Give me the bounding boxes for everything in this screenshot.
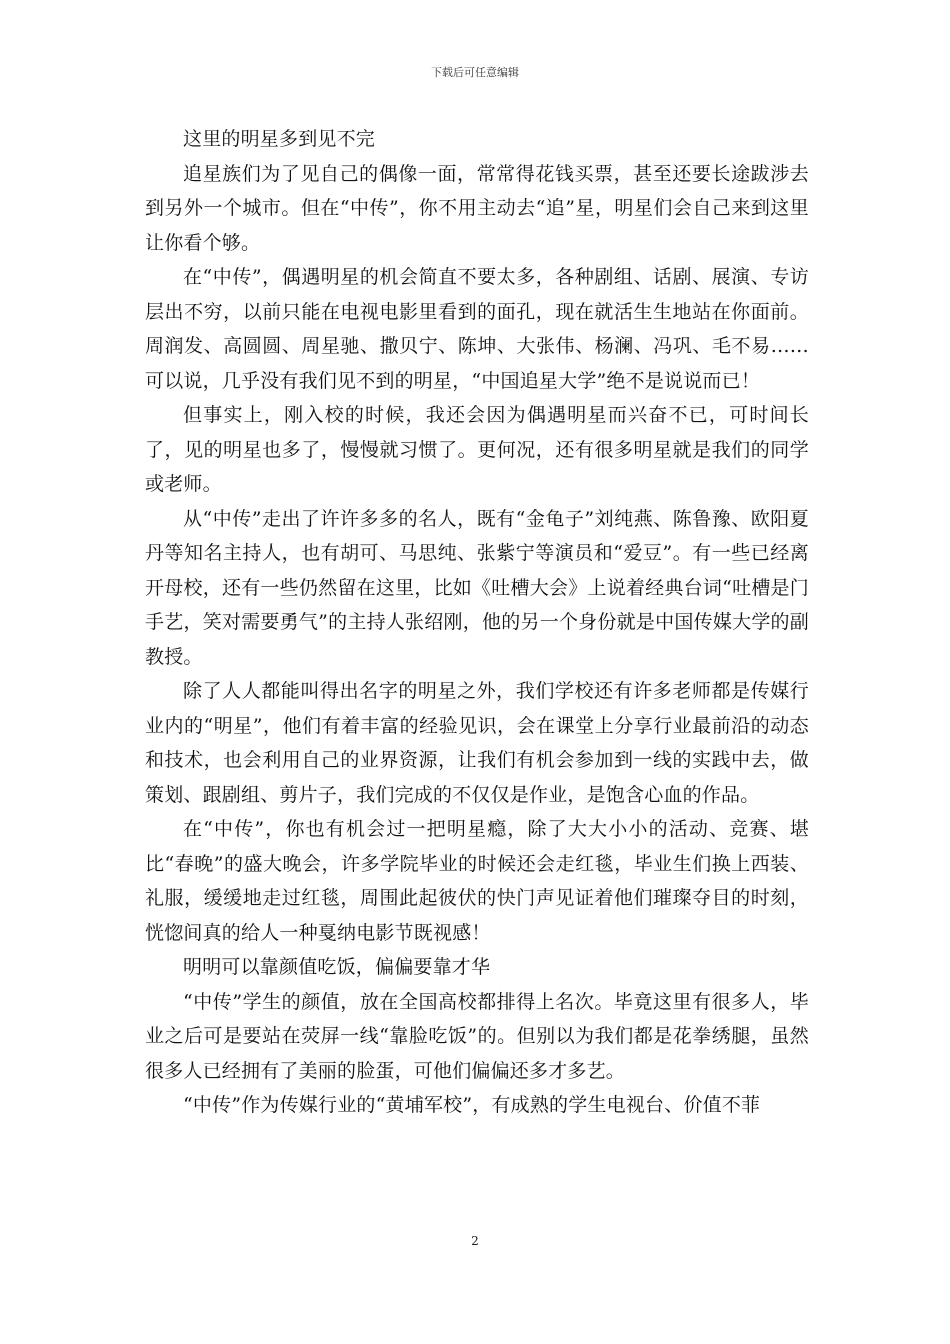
paragraph: 追星族们为了见自己的偶像一面，常常得花钱买票，甚至还要长途跋涉去到另外一个城市。但在“中传”，你不用主动去“追”星，明星们会自己来到这里让你看个够。 <box>145 162 809 254</box>
paragraph: “中传”学生的颜值，放在全国高校都排得上名次。毕竟这里有很多人，毕业之后可是要站在荧屏一线“靠脸吃饭”的。但别以为我们都是花拳绣腿，虽然很多人已经拥有了美丽的脸蛋，可他们偏偏还多才多艺。 <box>145 990 809 1082</box>
paragraph: 但事实上，刚入校的时候，我还会因为偶遇明星而兴奋不已，可时间长了，见的明星也多了，慢慢就习惯了。更何况，还有很多明星就是我们的同学或老师。 <box>145 404 809 495</box>
section-heading: 这里的明星多到见不完 <box>183 128 376 150</box>
paragraph: 在“中传”，偶遇明星的机会简直不要太多，各种剧组、话剧、展演、专访层出不穷，以前只能在电视电影里看到的面孔，现在就活生生地站在你面前。周润发、高圆圆、周星驰、撒贝宁、陈坤、大张伟、杨澜、冯巩、毛不易……可以说，几乎没有我们见不到的明星，“中国追星大学”绝不是说说而已！ <box>145 266 809 392</box>
paragraph: “中传”作为传媒行业的“黄埔军校”，有成熟的学生电视台、价值不菲 <box>183 1094 761 1116</box>
paragraph: 除了人人都能叫得出名字的明星之外，我们学校还有许多老师都是传媒行业内的“明星”，他们有着丰富的经验见识，会在课堂上分享行业最前沿的动态和技术，也会利用自己的业界资源，让我们有机会参加到一线的实践中去，做策划、跟剧组、剪片子，我们完成的不仅仅是作业，是饱含心血的作品。 <box>145 680 809 806</box>
document-body <box>145 122 809 1123</box>
paragraph: 从“中传”走出了许许多多的名人，既有“金龟子”刘纯燕、陈鲁豫、欧阳夏丹等知名主持人，也有胡可、马思纯、张紫宁等演员和“爱豆”。有一些已经离开母校，还有一些仍然留在这里，比如《吐槽大会》上说着经典台词“吐槽是门手艺，笑对需要勇气”的主持人张绍刚，他的另一个身份就是中国传媒大学的副教授。 <box>145 507 809 668</box>
page-header: 下载后可任意编辑 <box>431 66 519 79</box>
page-number: 2 <box>471 1234 479 1248</box>
paragraph: 在“中传”，你也有机会过一把明星瘾，除了大大小小的活动、竞赛、堪比“春晚”的盛大晚会，许多学院毕业的时候还会走红毯，毕业生们换上西装、礼服，缓缓地走过红毯，周围此起彼伏的快门声见证着他们璀璨夺目的时刻，恍惚间真的给人一种戛纳电影节既视感！ <box>145 818 809 944</box>
section-heading: 明明可以靠颜值吃饭，偏偏要靠才华 <box>183 956 491 978</box>
